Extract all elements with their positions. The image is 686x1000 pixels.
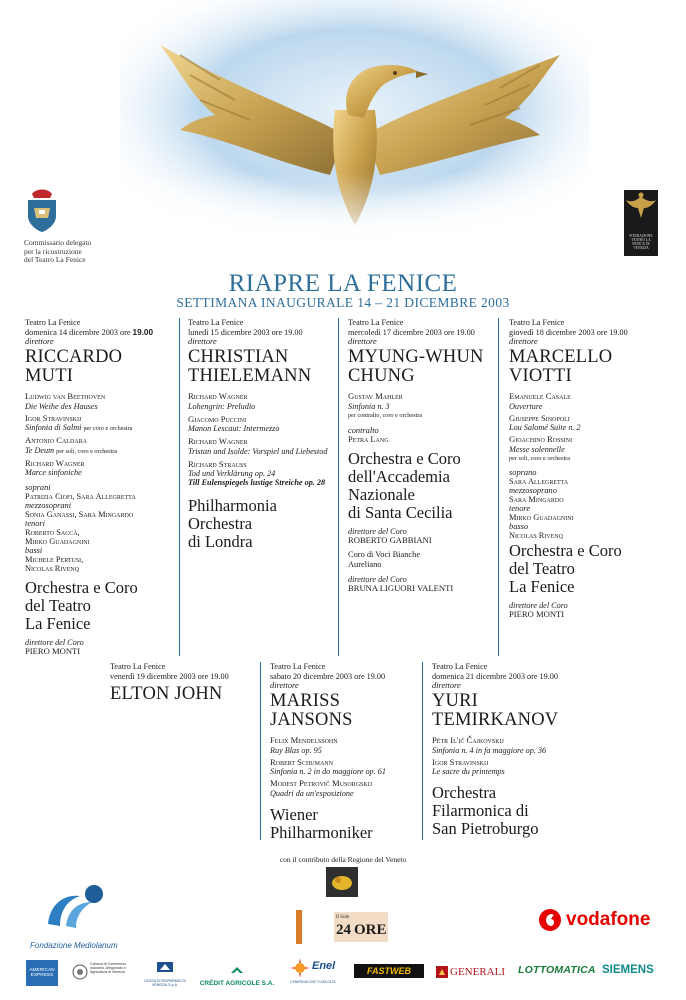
program-list: [25, 392, 179, 477]
conductor-name: MARISS JANSONS: [270, 691, 353, 730]
generali-logo: [436, 963, 506, 981]
conductor-name: CHRISTIAN THIELEMANN: [188, 347, 312, 386]
composer: Gioachino Rossini: [509, 434, 573, 444]
concert-date: giovedì 18 dicembre 2003 ore 19.00: [509, 327, 628, 337]
composer: Gustav Mahler: [348, 391, 403, 401]
concert-date: domenica 21 dicembre 2003 ore 19.00: [432, 671, 558, 681]
work-note: per soli, coro e orchestra: [509, 454, 570, 462]
venue: Teatro La Fenice: [348, 318, 404, 327]
concert-column-chung: [348, 318, 499, 656]
work-title: Manon Lescaut: Intermezzo: [188, 424, 280, 433]
credit-agricole-logo: [196, 962, 278, 986]
credit-agricole-label: CRÉDIT AGRICOLE S.A.: [199, 980, 275, 987]
program-list: [188, 392, 338, 487]
sole-number: 24: [336, 922, 351, 938]
singer: Sara Mingardo: [509, 494, 564, 504]
right-logo-caption: FONDAZIONE TEATRO LA FENICE DI VENEZIA: [629, 234, 653, 250]
generali-label: GENERALI: [450, 966, 505, 978]
voice-type: mezzosoprani: [25, 501, 72, 510]
work-title: Die Weihe des Hauses: [25, 401, 98, 411]
role-label: direttore: [509, 337, 538, 346]
singer: Roberto Saccà,: [25, 528, 80, 537]
chorus-director-role: direttore del Coro: [25, 638, 84, 647]
chorus-director-name: PIERO MONTI: [25, 646, 81, 656]
contribution-note: con il contributo della Regione del Veneto: [279, 855, 407, 864]
voice-type: soprani: [25, 483, 51, 492]
concert-date: sabato 20 dicembre 2003 ore 19.00: [270, 671, 386, 681]
left-logo-caption-line: Commissario delegato: [24, 238, 92, 247]
concert-column-temirkanov: [432, 662, 592, 840]
role-label: direttore: [348, 337, 377, 346]
camera-seal-icon: [72, 964, 88, 980]
children-director-name: BRUNA LIGUORI VALENTI: [348, 583, 454, 593]
concert-column-thielemann: [188, 318, 339, 656]
work-title: Marce sinfoniche: [25, 468, 82, 477]
concert-column-jansons: [270, 662, 423, 840]
composer: Igor Stravinskij: [432, 756, 489, 767]
composer: Antonio Caldara: [25, 435, 87, 445]
phoenix-hero-image: [120, 0, 590, 245]
vodafone-label: vodafone: [566, 909, 651, 930]
fondazione-label: Fondazione Mediolanum: [30, 941, 118, 950]
lottomatica-logo: LOTTOMATICA: [518, 964, 596, 976]
role-label: direttore: [270, 681, 299, 690]
work-title: Sinfonia n. 4 in fa maggiore op. 36: [432, 745, 547, 755]
work-title: Lohengrin: Preludio: [188, 401, 256, 411]
work-title: Lou Salomé Suite n. 2: [509, 423, 581, 432]
chorus-director-role: direttore del Coro: [348, 526, 407, 536]
composer: Pëtr Il'ič Čajkovskij: [432, 735, 504, 745]
voice-type: tenori: [25, 519, 46, 528]
concert-date: lunedì 15 dicembre 2003 ore 19.00: [188, 327, 303, 337]
work-title: Sinfonia n. 2 in do maggiore op. 61: [270, 767, 386, 776]
commissario-logo: [24, 188, 134, 265]
concert-date: mercoledì 17 dicembre 2003 ore 19.00: [348, 327, 475, 337]
conductor-name: RICCARDO MUTI: [25, 347, 123, 386]
sole-24-ore-logo: [334, 912, 388, 942]
venue: Teatro La Fenice: [270, 662, 326, 671]
singer: Patrizia Ciofi, Sara Allegretta: [25, 492, 136, 501]
enel-sun-icon: [290, 958, 310, 978]
work-title: Te Deum per soli, coro e orchestra: [25, 445, 118, 455]
role-label: direttore: [25, 337, 54, 346]
composer: Robert Schumann: [270, 756, 333, 767]
work-title: Ouverture: [509, 401, 543, 411]
venue: Teatro La Fenice: [188, 318, 244, 327]
mediolanum-swirl-icon: [40, 880, 110, 936]
composer: Richard Wagner: [188, 436, 248, 446]
composer: Felix Mendelssohn: [270, 735, 338, 745]
sole-prefix: Il Sole: [336, 915, 350, 920]
composer: Igor Stravinskij: [25, 412, 82, 423]
concert-date: domenica 14 dicembre 2003 ore 19.00: [25, 327, 154, 337]
page-title: RIAPRE LA FENICE: [228, 270, 458, 297]
composer: Richard Wagner: [188, 391, 248, 401]
siemens-logo: SIEMENS: [602, 964, 654, 976]
venice-coat-of-arms-icon: [24, 188, 60, 232]
children-choir: Coro di Voci Bianche Aureliano: [348, 550, 421, 569]
concert-date: venerdì 19 dicembre 2003 ore 19.00: [110, 671, 229, 681]
vodafone-logo: [538, 906, 668, 934]
sole-ore: ORE: [354, 922, 387, 938]
singer: Petra Lang: [348, 434, 389, 444]
chorus-director-name: PIERO MONTI: [509, 608, 565, 619]
work-title: Messe solennelle: [509, 444, 565, 454]
left-logo-caption-line: per la ricostruzione: [24, 246, 82, 256]
left-logo-caption-line: del Teatro La Fenice: [24, 255, 86, 264]
orchestra-name: Orchestra e Coro del Teatro La Fenice: [25, 578, 138, 633]
singer: Mirko Guadagnini: [25, 537, 90, 546]
venue: Teatro La Fenice: [110, 662, 166, 671]
concert-column-muti: [25, 318, 180, 656]
voice-type: contralto: [348, 425, 379, 435]
composer: Emanuele Casale: [509, 391, 571, 401]
work-title: Sinfonia n. 3: [348, 401, 390, 411]
work-title: Le sacre du printemps: [432, 767, 505, 776]
singer: Mirko Guadagnini: [509, 512, 574, 522]
orchestra-name: Philharmonia Orchestra di Londra: [188, 496, 277, 551]
credit-agricole-icon: [229, 965, 245, 975]
fastweb-logo: FASTWEB: [354, 964, 424, 978]
conductor-name: MARCELLO VIOTTI: [509, 347, 613, 386]
composer: Modest Petrovič Musorgskij: [270, 778, 373, 788]
venue: Teatro La Fenice: [25, 318, 81, 327]
orchestra-name: Orchestra e Coro del Teatro La Fenice: [509, 540, 622, 596]
conductor-name: YURI TEMIRKANOV: [432, 691, 559, 730]
composer: Giuseppe Sinopoli: [509, 412, 570, 423]
voice-type: mezzosoprano: [509, 485, 557, 495]
amex-label: AMERICAN EXPRESS: [29, 967, 55, 978]
cassa-label: CASSA DI RISPARMIO DI VENEZIA S.p.A.: [143, 979, 187, 988]
fondazione-fenice-logo: [624, 190, 658, 256]
generali-lion-icon: [436, 966, 448, 978]
work-title: Tod und Verklärung op. 24: [188, 469, 276, 478]
soloists: [25, 483, 179, 573]
role-label: direttore: [432, 681, 461, 690]
work-title: Sinfonia di Salmi per coro e orchestra: [25, 423, 133, 432]
work-note: per contralto, coro e orchestra: [348, 411, 423, 419]
composer: Ludwig van Beethoven: [25, 391, 106, 401]
performer-name: ELTON JOHN: [110, 684, 223, 704]
amex-logo: [26, 960, 58, 986]
singer: Nicolas Rivenq: [25, 564, 80, 573]
chorus-director-role: direttore del Coro: [509, 600, 568, 610]
cassa-risparmio-logo: [140, 960, 190, 988]
venue: Teatro La Fenice: [432, 662, 488, 671]
work-title: Tristan und Isolde: Vorspiel und Liebestod: [188, 446, 328, 456]
voice-type: soprano: [509, 467, 537, 477]
concert-column-viotti: [509, 318, 669, 656]
singer: Sonia Ganassi, Sara Mingardo: [25, 510, 134, 519]
fondazione-mediolanum-logo: [30, 880, 140, 950]
venue: Teatro La Fenice: [509, 318, 565, 327]
work-title: Till Eulenspiegels lustige Streiche op. 28: [188, 478, 326, 487]
composer: Richard Wagner: [25, 457, 85, 468]
singer: Sara Allegretta: [509, 476, 569, 486]
sole-bar-decor: [296, 910, 302, 944]
concert-column-elton-john: [110, 662, 261, 840]
orchestra-name: Orchestra Filarmonica di San Pietroburgo: [432, 783, 539, 838]
work-title: Quadri da un'esposizione: [270, 788, 354, 798]
soloists: [509, 468, 669, 540]
singer: Michele Pertusi,: [25, 555, 84, 564]
phoenix-emblem-icon: [624, 190, 658, 230]
camera-label: Camera di Commercio Industria, Artigianato e Agricoltura di Venezia: [90, 962, 126, 975]
cassa-lion-icon: [155, 960, 175, 974]
orchestra-name: Orchestra e Coro dell'Accademia Nazionale di Santa Cecilia: [348, 448, 461, 522]
children-director-role: direttore del Coro: [348, 575, 407, 584]
regione-veneto-logo: [326, 867, 358, 897]
enel-tagline: L'ENERGIA CHE TI ASCOLTA.: [290, 980, 337, 984]
voice-type: bassi: [25, 546, 43, 555]
enel-label: Enel: [312, 960, 336, 972]
role-label: direttore: [188, 337, 217, 346]
composer: Giacomo Puccini: [188, 413, 247, 424]
conductor-name: MYUNG-WHUN CHUNG: [348, 347, 484, 386]
voice-type: basso: [509, 521, 529, 531]
work-title: Ruy Blas op. 95: [270, 745, 322, 755]
composer: Richard Strauss: [188, 458, 247, 469]
orchestra-name: Wiener Philharmoniker: [270, 804, 373, 842]
camera-commercio-logo: [72, 962, 132, 986]
chorus-director-name: ROBERTO GABBIANI: [348, 534, 432, 545]
lion-emblem-icon: [329, 871, 355, 893]
enel-logo: [290, 958, 346, 988]
vodafone-speechmark-icon: [538, 908, 562, 932]
singer: Nicolas Rivenq: [509, 530, 564, 540]
voice-type: tenore: [509, 503, 531, 513]
page-subtitle: SETTIMANA INAUGURALE 14 – 21 DICEMBRE 2003: [176, 295, 510, 310]
